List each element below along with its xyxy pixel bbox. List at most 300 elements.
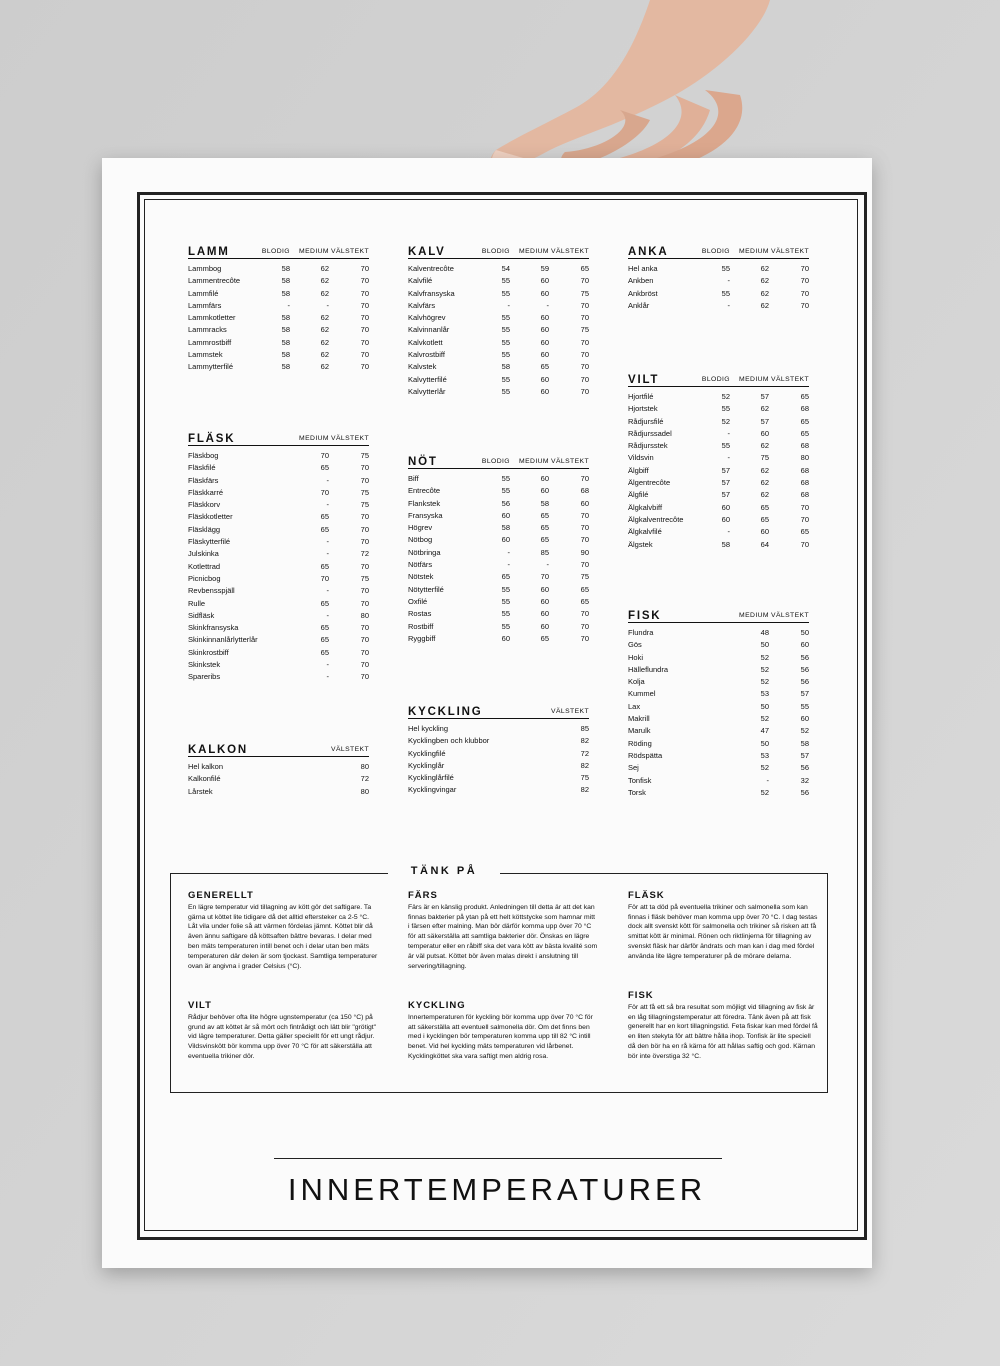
- table-row: [628, 539, 809, 551]
- note-flask: [628, 891, 818, 962]
- section-rows: [628, 627, 809, 799]
- table-row: [188, 761, 369, 773]
- section-header: [408, 702, 589, 719]
- temp-value: 60: [540, 350, 549, 360]
- section-header: [408, 242, 589, 259]
- section-rows: [188, 761, 369, 798]
- temp-value: 55: [501, 288, 510, 298]
- table-row: [408, 288, 589, 300]
- temp-value: 60: [721, 502, 730, 512]
- cut-name: Rådjurssadel: [628, 428, 672, 438]
- cut-name: Rostas: [408, 609, 432, 619]
- cut-name: Oxfilé: [408, 596, 428, 606]
- col-header-rare: BLODIG: [701, 247, 730, 255]
- temp-value: 70: [360, 264, 369, 273]
- cut-name: Hälleflundra: [628, 664, 669, 674]
- temp-value: 53: [760, 750, 769, 760]
- temp-value: -: [326, 610, 329, 620]
- cut-name: Lammrostbiff: [188, 337, 232, 347]
- table-row: [628, 428, 809, 440]
- cut-name: Nötbringa: [408, 547, 441, 557]
- table-row: [188, 337, 369, 349]
- section-rows: [188, 450, 369, 684]
- temp-value: 55: [501, 325, 510, 335]
- section-rows: [628, 263, 809, 312]
- cut-name: Lammfilé: [188, 288, 219, 298]
- col-header-rare: BLODIG: [261, 247, 290, 255]
- table-row: [628, 762, 809, 774]
- temp-value: 75: [360, 573, 369, 583]
- temp-value: 60: [800, 714, 809, 724]
- cut-name: Fläskkorv: [188, 500, 221, 510]
- temp-value: 70: [800, 288, 809, 298]
- temp-value: 70: [580, 535, 589, 545]
- table-row: [628, 416, 809, 428]
- temp-value: 65: [540, 535, 549, 545]
- temp-value: 70: [360, 524, 369, 534]
- temp-value: 65: [320, 561, 329, 571]
- temp-value: 70: [580, 560, 589, 570]
- temp-value: 52: [760, 763, 769, 773]
- table-row: [188, 524, 369, 536]
- table-row: [188, 671, 369, 683]
- temp-value: 50: [760, 738, 769, 748]
- temp-value: 68: [580, 486, 589, 496]
- temp-value: 60: [721, 514, 730, 524]
- temp-value: -: [727, 453, 730, 463]
- section-title: KALKON: [188, 743, 248, 756]
- table-row: [628, 627, 809, 639]
- temp-value: 54: [501, 264, 510, 273]
- temp-value: 70: [800, 539, 809, 549]
- table-row: [628, 713, 809, 725]
- cut-name: Rostbiff: [408, 621, 434, 631]
- table-row: [628, 664, 809, 676]
- temp-value: 53: [760, 689, 769, 699]
- table-row: [188, 659, 369, 671]
- cut-name: Kalvrostbiff: [408, 350, 445, 360]
- cut-name: Fläskbog: [188, 451, 219, 460]
- temp-value: 55: [501, 337, 510, 347]
- cut-name: Skinkfransyska: [188, 623, 239, 633]
- temp-value: 70: [360, 325, 369, 335]
- temp-value: 70: [360, 313, 369, 323]
- temp-value: 62: [760, 264, 769, 273]
- cut-name: Rödspätta: [628, 750, 663, 760]
- temp-value: -: [326, 672, 329, 682]
- temp-value: 65: [580, 584, 589, 594]
- temp-value: 75: [580, 773, 589, 783]
- table-row: [188, 288, 369, 300]
- table-row: [408, 337, 589, 349]
- temp-value: 60: [501, 535, 510, 545]
- table-row: [408, 596, 589, 608]
- table-row: [188, 324, 369, 336]
- temp-value: 52: [760, 652, 769, 662]
- col-header-well: VÄLSTEKT: [771, 375, 809, 383]
- cut-name: Kycklingfilé: [408, 748, 446, 758]
- col-header-medium: MEDIUM: [519, 247, 549, 255]
- temp-value: 58: [800, 738, 809, 748]
- temp-value: 52: [760, 787, 769, 797]
- temp-value: 70: [360, 463, 369, 473]
- cut-name: Kalvhögrev: [408, 313, 446, 323]
- cut-name: Lårstek: [188, 786, 213, 796]
- temp-value: 65: [760, 514, 769, 524]
- cut-name: Biff: [408, 474, 419, 483]
- temp-value: 62: [320, 276, 329, 286]
- temp-value: 65: [760, 502, 769, 512]
- temp-value: 80: [360, 610, 369, 620]
- cut-name: Kycklingben och klubbor: [408, 736, 490, 746]
- temp-value: 70: [360, 561, 369, 571]
- temp-value: 80: [360, 786, 369, 796]
- section-rows: [408, 723, 589, 797]
- temp-value: 64: [760, 539, 769, 549]
- temp-value: 62: [760, 276, 769, 286]
- col-header-well: VÄLSTEKT: [551, 247, 589, 255]
- temp-value: 60: [540, 325, 549, 335]
- temp-value: 62: [320, 350, 329, 360]
- section-title: KALV: [408, 245, 446, 258]
- cut-name: Röding: [628, 738, 652, 748]
- temp-value: 82: [580, 785, 589, 795]
- temp-value: 55: [501, 474, 510, 483]
- col-header-well: VÄLSTEKT: [331, 247, 369, 255]
- temp-value: 57: [760, 392, 769, 401]
- cut-name: Hel kalkon: [188, 762, 224, 771]
- poster-title: INNERTEMPERATURER: [287, 1172, 707, 1207]
- table-row: [188, 263, 369, 275]
- temp-value: 62: [760, 478, 769, 488]
- temp-value: 58: [501, 362, 510, 372]
- table-row: [408, 784, 589, 796]
- temp-value: -: [326, 475, 329, 485]
- temp-value: 55: [501, 486, 510, 496]
- table-row: [188, 786, 369, 798]
- temp-value: -: [507, 547, 510, 557]
- cut-name: Rådjursfilé: [628, 416, 664, 426]
- temp-value: 70: [360, 337, 369, 347]
- temp-value: 65: [800, 392, 809, 401]
- temp-value: 70: [360, 660, 369, 670]
- temp-value: 85: [580, 724, 589, 733]
- table-row: [628, 403, 809, 415]
- note-fars: [408, 891, 598, 971]
- temp-value: 56: [800, 787, 809, 797]
- temp-value: 65: [800, 416, 809, 426]
- table-row: [408, 571, 589, 583]
- table-row: [188, 511, 369, 523]
- cut-name: Kalventrecôte: [408, 264, 454, 273]
- notes-title: TÄNK PÅ: [388, 865, 500, 877]
- title-rule: [274, 1158, 722, 1159]
- note-text: Rådjur behöver ofta lite högre ugnstemperatur (ca 150 °C) på grund av att köttet är så mört och fintrådigt och lätt blir "grötigt" vid lägre temperaturer. Detta gäller speciellt för ett ungt rådjur. Vildsvinskött bör komma upp över 70 °C för att säkerställa att eventuella trikiner dör.: [188, 1013, 377, 1060]
- table-row: [188, 573, 369, 585]
- temp-value: 70: [360, 537, 369, 547]
- temp-value: 70: [360, 288, 369, 298]
- col-header-well: VÄLSTEKT: [331, 434, 369, 442]
- cut-name: Älgfilé: [628, 490, 649, 500]
- temp-value: 55: [501, 596, 510, 606]
- temp-value: 62: [760, 288, 769, 298]
- cut-name: Hel anka: [628, 264, 658, 273]
- table-row: [408, 534, 589, 546]
- table-row: [188, 598, 369, 610]
- temp-value: -: [507, 560, 510, 570]
- section-kalv: [408, 242, 589, 398]
- table-row: [408, 386, 589, 398]
- temp-value: -: [326, 660, 329, 670]
- temp-value: 65: [501, 572, 510, 582]
- section-rows: [408, 263, 589, 398]
- cut-name: Nötytterfilé: [408, 584, 444, 594]
- temp-value: 60: [540, 288, 549, 298]
- table-row: [188, 499, 369, 511]
- table-row: [188, 634, 369, 646]
- temp-value: 80: [800, 453, 809, 463]
- temp-value: 70: [320, 487, 329, 497]
- cut-name: Kycklingvingar: [408, 785, 457, 795]
- temp-value: 60: [540, 621, 549, 631]
- section-title: KYCKLING: [408, 705, 483, 718]
- temp-value: 70: [360, 647, 369, 657]
- temp-value: 68: [800, 478, 809, 488]
- temp-value: 70: [800, 300, 809, 310]
- temp-value: 60: [540, 609, 549, 619]
- table-row: [408, 324, 589, 336]
- cut-name: Torsk: [628, 787, 646, 797]
- section-title: FLÄSK: [188, 432, 236, 445]
- table-row: [188, 647, 369, 659]
- temp-value: -: [326, 586, 329, 596]
- temp-value: 68: [800, 441, 809, 451]
- temp-value: 68: [800, 465, 809, 475]
- temp-value: 55: [501, 350, 510, 360]
- temp-value: 68: [800, 404, 809, 414]
- cut-name: Skinkinnanlårlytterlår: [188, 635, 258, 645]
- temp-value: 62: [760, 404, 769, 414]
- table-row: [188, 300, 369, 312]
- table-row: [188, 312, 369, 324]
- table-row: [188, 610, 369, 622]
- temp-value: 58: [281, 276, 290, 286]
- section-title: ANKA: [628, 245, 669, 258]
- temp-value: 70: [800, 514, 809, 524]
- temp-value: 62: [320, 362, 329, 372]
- temp-value: 58: [540, 498, 549, 508]
- temp-value: 57: [800, 750, 809, 760]
- cut-name: Picnicbog: [188, 573, 221, 583]
- temp-value: 70: [360, 623, 369, 633]
- cut-name: Kummel: [628, 689, 656, 699]
- table-row: [408, 498, 589, 510]
- temp-value: -: [326, 500, 329, 510]
- temp-value: 72: [580, 748, 589, 758]
- cut-name: Skinkstek: [188, 660, 221, 670]
- table-row: [628, 526, 809, 538]
- cut-name: Fläskfärs: [188, 475, 219, 485]
- cut-name: Marulk: [628, 726, 651, 736]
- cut-name: Vildsvin: [628, 453, 654, 463]
- section-header: [408, 452, 589, 469]
- temp-value: 60: [540, 276, 549, 286]
- temp-value: 70: [580, 633, 589, 643]
- temp-value: 85: [540, 547, 549, 557]
- table-row: [188, 487, 369, 499]
- table-row: [188, 561, 369, 573]
- table-row: [408, 485, 589, 497]
- col-header-well: VÄLSTEKT: [331, 745, 369, 753]
- note-vilt: [188, 1001, 378, 1062]
- temp-value: 70: [360, 350, 369, 360]
- temp-value: -: [546, 560, 549, 570]
- table-row: [408, 760, 589, 772]
- table-row: [408, 559, 589, 571]
- section-kyckling: [408, 702, 589, 797]
- col-header-medium: MEDIUM: [739, 375, 769, 383]
- temp-value: 70: [360, 362, 369, 372]
- temp-value: 65: [540, 362, 549, 372]
- table-row: [408, 312, 589, 324]
- temp-value: 75: [580, 325, 589, 335]
- temp-value: 70: [580, 609, 589, 619]
- cut-name: Hel kyckling: [408, 724, 449, 733]
- cut-name: Hoki: [628, 652, 644, 662]
- temp-value: 60: [501, 633, 510, 643]
- temp-value: -: [507, 300, 510, 310]
- table-row: [628, 676, 809, 688]
- temp-value: 70: [800, 264, 809, 273]
- cut-name: Sidfläsk: [188, 610, 215, 620]
- temp-value: 62: [320, 337, 329, 347]
- temp-value: 52: [721, 392, 730, 401]
- temp-value: 55: [501, 621, 510, 631]
- temp-value: 58: [281, 313, 290, 323]
- temp-value: -: [326, 300, 329, 310]
- cut-name: Lammstek: [188, 350, 223, 360]
- col-header-medium: MEDIUM: [519, 457, 549, 465]
- temp-value: 56: [800, 677, 809, 687]
- temp-value: 70: [320, 573, 329, 583]
- temp-value: 47: [760, 726, 769, 736]
- temp-value: 70: [360, 586, 369, 596]
- cut-name: Älgstek: [628, 539, 653, 549]
- col-header-rare: BLODIG: [481, 457, 510, 465]
- cut-name: Kycklinglårfilé: [408, 773, 454, 783]
- cut-name: Älgkalventrecôte: [628, 514, 684, 524]
- table-row: [188, 462, 369, 474]
- table-row: [188, 450, 369, 462]
- temp-value: 65: [540, 633, 549, 643]
- cut-name: Hjortstek: [628, 404, 658, 414]
- temp-value: 52: [721, 416, 730, 426]
- temp-value: 50: [760, 640, 769, 650]
- temp-value: 65: [580, 264, 589, 273]
- col-header-well: VÄLSTEKT: [551, 457, 589, 465]
- temp-value: 58: [281, 337, 290, 347]
- table-row: [408, 510, 589, 522]
- temp-value: 70: [580, 300, 589, 310]
- cut-name: Älgentrecôte: [628, 478, 671, 488]
- table-row: [408, 349, 589, 361]
- table-row: [628, 750, 809, 762]
- table-row: [628, 725, 809, 737]
- temp-value: 65: [320, 635, 329, 645]
- section-not: [408, 452, 589, 645]
- col-header-medium: MEDIUM: [299, 247, 329, 255]
- cut-name: Högrev: [408, 523, 433, 533]
- temp-value: 52: [760, 664, 769, 674]
- temp-value: 62: [320, 313, 329, 323]
- temp-value: 58: [281, 350, 290, 360]
- cut-name: Nötfärs: [408, 560, 433, 570]
- temp-value: 65: [320, 512, 329, 522]
- temp-value: 50: [800, 628, 809, 637]
- temp-value: 65: [800, 527, 809, 537]
- temp-value: 60: [540, 584, 549, 594]
- temp-value: 70: [580, 510, 589, 520]
- temp-value: 70: [360, 276, 369, 286]
- temp-value: 58: [281, 325, 290, 335]
- temp-value: 70: [580, 350, 589, 360]
- temp-value: 65: [800, 428, 809, 438]
- cut-name: Kotlettrad: [188, 561, 221, 571]
- table-row: [408, 723, 589, 735]
- table-row: [188, 548, 369, 560]
- cut-name: Sej: [628, 763, 639, 773]
- temp-value: 70: [580, 374, 589, 384]
- section-header: [188, 740, 369, 757]
- table-row: [408, 300, 589, 312]
- section-flask: [188, 429, 369, 684]
- temp-value: 70: [580, 523, 589, 533]
- table-row: [628, 502, 809, 514]
- table-row: [188, 275, 369, 287]
- cut-name: Nötstek: [408, 572, 434, 582]
- table-row: [628, 391, 809, 403]
- temp-value: 57: [721, 465, 730, 475]
- temp-value: 62: [760, 300, 769, 310]
- note-heading: FISK: [628, 990, 654, 1001]
- cut-name: Fläskfilé: [188, 463, 216, 473]
- temp-value: -: [287, 300, 290, 310]
- temp-value: 60: [540, 337, 549, 347]
- cut-name: Rådjursstek: [628, 441, 668, 451]
- cut-name: Älgkalvbiff: [628, 502, 663, 512]
- temp-value: 65: [540, 523, 549, 533]
- col-header-well: VÄLSTEKT: [551, 707, 589, 715]
- cut-name: Lammbog: [188, 264, 222, 273]
- table-row: [628, 652, 809, 664]
- cut-name: Anklår: [628, 300, 650, 310]
- cut-name: Kalvkotlett: [408, 337, 443, 347]
- temp-value: 70: [360, 512, 369, 522]
- table-row: [188, 349, 369, 361]
- temp-value: 55: [721, 404, 730, 414]
- temp-value: 56: [501, 498, 510, 508]
- temp-value: 70: [320, 451, 329, 460]
- table-row: [408, 547, 589, 559]
- temp-value: 65: [320, 463, 329, 473]
- temp-value: 62: [760, 441, 769, 451]
- section-kalkon: [188, 740, 369, 798]
- temp-value: 65: [320, 598, 329, 608]
- section-anka: [628, 242, 809, 312]
- cut-name: Ryggbiff: [408, 633, 436, 643]
- table-row: [628, 275, 809, 287]
- note-text: En lägre temperatur vid tillagning av kött gör det saftigare. Ta gärna ut köttet lite tidigare då det alltid eftersteker ca 2-5 °C. Låt vila under folie så att värmen fördelas jämnt. Köttet blir då även ännu saftigare då köttsaften bättre bevaras. I delar med ben mäts temperaturen intill benet och i delar utan ben mäts temperaturen där delen är som tjockast. Samtliga temperaturer ovan är angivna i grader Celsius (°C).: [188, 903, 378, 970]
